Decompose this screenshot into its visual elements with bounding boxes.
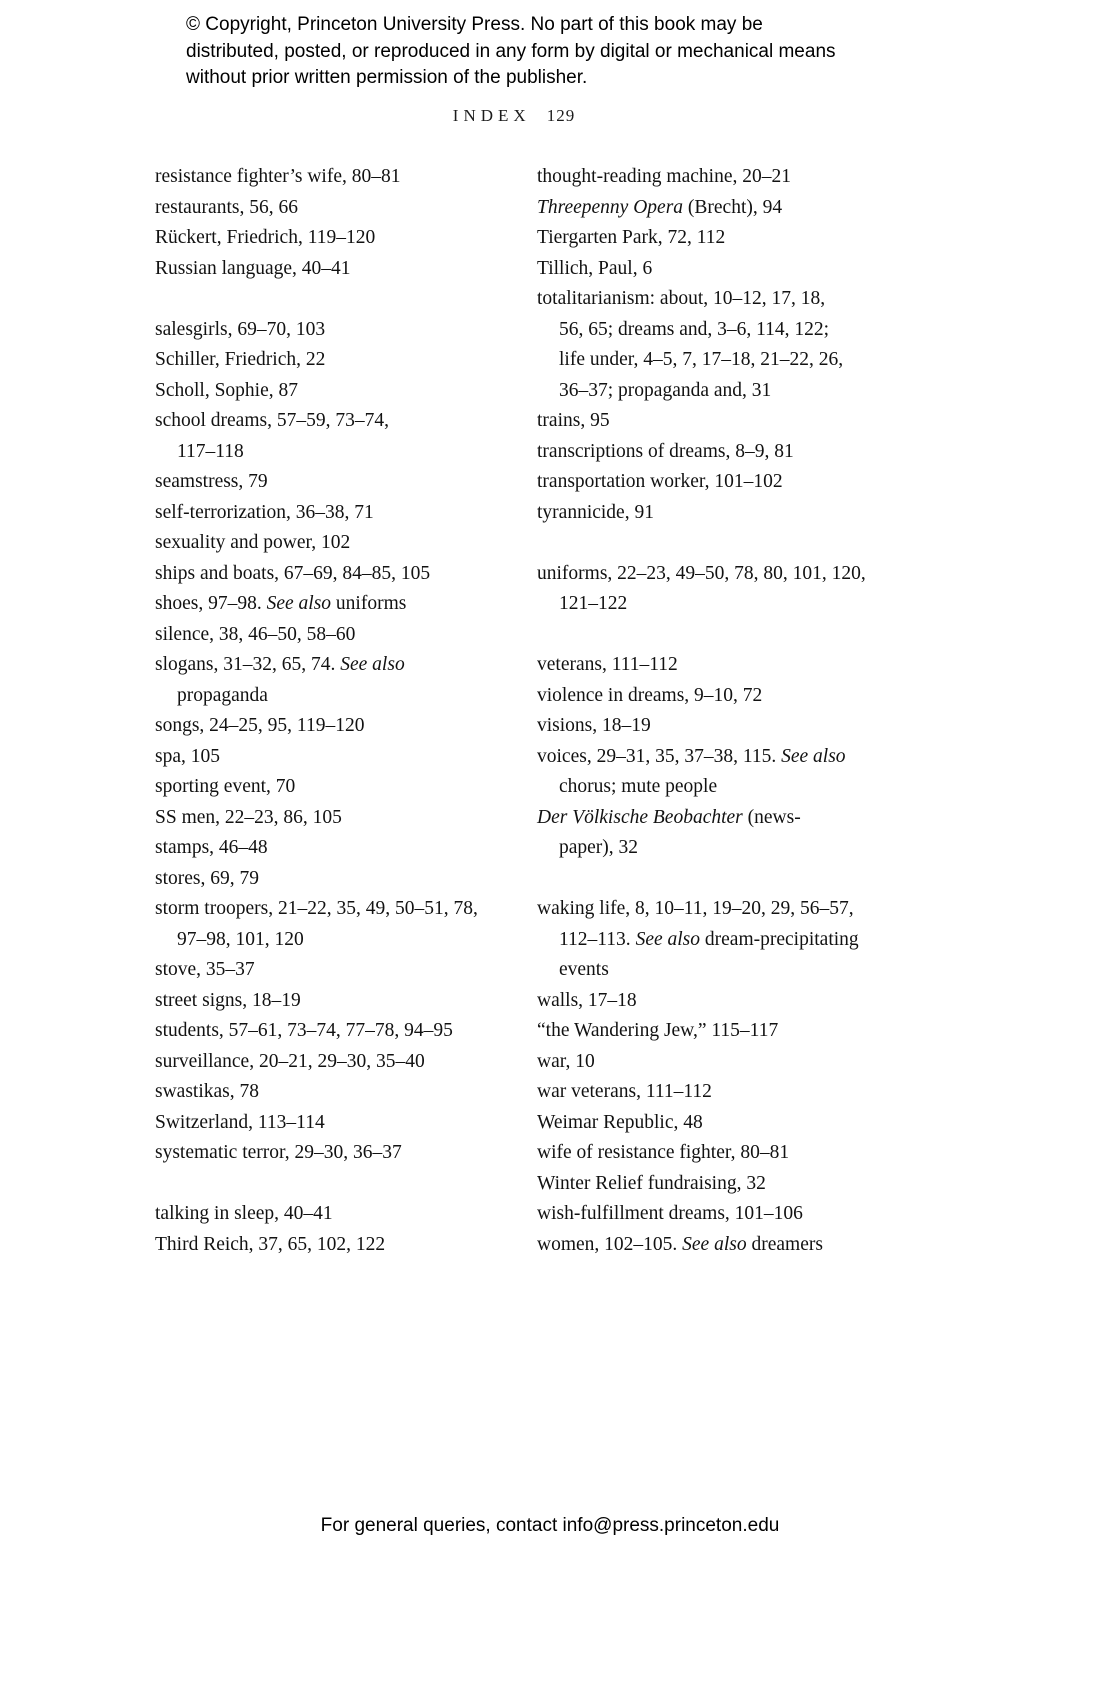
index-entry [537,1016,889,1047]
index-entry-text: dream-precipitating [700,928,859,950]
index-entry-text: Russian language, 40–41 [155,257,351,279]
index-entry [537,1077,889,1108]
index-entry [537,1047,889,1078]
index-entry-text: stove, 35–37 [155,959,255,980]
index-entry [155,406,507,467]
index-entry-text: resistance fighter’s wife, 80–81 [155,166,401,187]
index-entry [155,498,507,529]
index-entry-text: restaurants, 56, 66 [155,196,298,218]
index-entry [155,162,507,193]
index-entry-text: 112–113. [559,928,636,950]
index-entry [537,254,889,285]
index-entry [155,559,507,590]
index-entry [155,1230,507,1261]
index-entry-text: Schiller, Friedrich, 22 [155,349,326,370]
index-entry-text: surveillance, 20–21, 29–30, 35–40 [155,1050,425,1072]
index-entry [155,528,507,559]
footer-contact-line: For general queries, contact info@press.princeton.edu [320,1515,780,1536]
index-group-gap [537,528,889,559]
index-entry [537,986,889,1017]
index-entry-text: self-terrorization, 36–38, 71 [155,501,374,523]
index-entry [155,1199,507,1230]
index-entry-text: 56, 65; dreams and, 3–6, 114, 122; [559,318,830,340]
index-entry-text: walls, 17–18 [537,989,637,1011]
index-entry [537,437,889,468]
index-entry-text: Tiergarten Park, 72, 112 [537,227,726,248]
index-entry-text: events [559,959,609,980]
index-entry [537,1199,889,1230]
index-entry [537,467,889,498]
index-entry-text: violence in dreams, 9–10, 72 [537,684,763,706]
index-entry-text: street signs, 18–19 [155,989,301,1011]
index-entry-italic-text: Der Völkische Beobachter [537,806,743,828]
index-entry-text: stores, 69, 79 [155,867,259,889]
index-entry [537,711,889,742]
index-entry-text: chorus; mute people [559,776,718,797]
index-entry [155,315,507,346]
index-entry [537,284,889,406]
index-entry-text: dreamers [746,1233,823,1255]
index-entry-text: stamps, 46–48 [155,837,268,858]
index-entry-italic-text: Threepenny Opera [537,196,684,218]
index-entry [537,681,889,712]
index-entry [155,650,507,711]
index-group-gap [537,620,889,651]
index-entry-text: 117–118 [177,440,244,462]
index-entry [537,1169,889,1200]
index-entry [155,1047,507,1078]
index-entry [537,742,889,803]
index-entry [155,955,507,986]
index-entry-text: thought-reading machine, 20–21 [537,166,791,187]
index-group-gap [155,284,507,315]
index-columns [155,162,889,1260]
index-entry-text: ships and boats, 67–69, 84–85, 105 [155,562,431,584]
index-entry [155,833,507,864]
index-entry-text: tyrannicide, 91 [537,501,654,523]
index-entry [155,742,507,773]
index-entry [537,498,889,529]
index-entry-text: salesgirls, 69–70, 103 [155,318,326,340]
index-entry [537,162,889,193]
index-entry-italic-text: See also [682,1233,747,1255]
index-entry-text: wife of resistance fighter, 80–81 [537,1142,790,1163]
index-entry-text: sexuality and power, 102 [155,532,351,553]
index-entry [537,223,889,254]
index-entry [537,1138,889,1169]
index-entry-italic-text: See also [266,593,332,614]
index-entry-text: Weimar Republic, 48 [537,1111,703,1133]
index-entry-text: Winter Relief fundraising, 32 [537,1172,766,1194]
index-entry-text: seamstress, 79 [155,471,268,492]
index-entry [537,894,889,986]
index-entry-text: silence, 38, 46–50, 58–60 [155,623,356,645]
index-entry-text: life under, 4–5, 7, 17–18, 21–22, 26, [559,349,844,370]
index-entry-text: “the Wandering Jew,” 115–117 [537,1020,779,1041]
index-entry [155,620,507,651]
index-section-title: INDEX [452,106,531,125]
index-entry [155,1016,507,1047]
index-entry-text: spa, 105 [155,745,220,767]
index-entry [155,803,507,834]
index-entry-text: 36–37; propaganda and, 31 [559,379,772,401]
index-entry [155,345,507,376]
index-column-left [155,162,507,1260]
index-entry-text: songs, 24–25, 95, 119–120 [155,715,365,736]
index-column-right [537,162,889,1260]
index-entry-text: storm troopers, 21–22, 35, 49, 50–51, 78, [155,898,478,919]
index-entry [155,986,507,1017]
index-entry [155,1138,507,1169]
index-entry-text: (Brecht), 94 [683,196,783,218]
index-entry-text: totalitarianism: about, 10–12, 17, 18, [537,288,826,309]
copyright-notice: © Copyright, Princeton University Press. No part of this book may be distributed, posted, or reproduced in any form by digital or mechanical means without prior written permission of the publisher. [186,14,836,88]
index-entry-text: transportation worker, 101–102 [537,471,783,492]
index-entry-text: war, 10 [537,1050,595,1072]
index-entry [537,803,889,864]
index-entry [155,223,507,254]
index-entry-text: Tillich, Paul, 6 [537,257,653,279]
index-entry [155,1077,507,1108]
index-entry-italic-text: See also [340,654,405,675]
index-entry-text: school dreams, 57–59, 73–74, [155,410,389,431]
index-entry-text: slogans, 31–32, 65, 74. [155,654,341,675]
index-entry-text: 97–98, 101, 120 [177,928,304,950]
index-entry [155,772,507,803]
index-entry [155,467,507,498]
index-entry-italic-text: See also [781,745,846,767]
index-entry [537,1108,889,1139]
index-entry-text: paper), 32 [559,837,639,858]
index-entry-text: swastikas, 78 [155,1081,259,1102]
index-entry-text: wish-fulfillment dreams, 101–106 [537,1203,803,1224]
index-entry-text: SS men, 22–23, 86, 105 [155,806,342,828]
page-number: 129 [546,106,576,125]
index-entry [537,406,889,437]
index-entry [155,711,507,742]
index-entry-text: 121–122 [559,593,628,614]
index-entry-text: visions, 18–19 [537,715,651,736]
index-entry [537,1230,889,1261]
index-entry-text: voices, 29–31, 35, 37–38, 115. [537,745,782,767]
index-entry-text: propaganda [177,684,268,706]
index-entry-text: transcriptions of dreams, 8–9, 81 [537,440,794,462]
index-entry-text: Rückert, Friedrich, 119–120 [155,227,376,248]
index-entry-text: students, 57–61, 73–74, 77–78, 94–95 [155,1020,453,1041]
index-entry-text: waking life, 8, 10–11, 19–20, 29, 56–57, [537,898,854,919]
index-entry-text: uniforms [331,593,407,614]
index-entry-text: veterans, 111–112 [537,654,678,675]
index-entry-text: sporting event, 70 [155,776,296,797]
page-header [155,106,873,126]
index-entry-text: Third Reich, 37, 65, 102, 122 [155,1233,386,1255]
index-entry-text: women, 102–105. [537,1233,683,1255]
index-entry [155,376,507,407]
index-entry-text: war veterans, 111–112 [537,1081,712,1102]
index-entry-text: Switzerland, 113–114 [155,1111,325,1133]
index-entry-text: trains, 95 [537,410,610,431]
index-entry [537,559,889,620]
index-entry [537,193,889,224]
index-entry [155,193,507,224]
index-entry-text: (news- [742,806,801,828]
index-entry-text: systematic terror, 29–30, 36–37 [155,1142,402,1163]
index-entry-text: uniforms, 22–23, 49–50, 78, 80, 101, 120, [537,562,866,584]
index-entry [155,894,507,955]
index-entry [537,650,889,681]
index-entry-text: shoes, 97–98. [155,593,267,614]
index-entry [155,864,507,895]
index-entry-text: talking in sleep, 40–41 [155,1203,333,1224]
index-entry-italic-text: See also [635,928,701,950]
index-entry [155,254,507,285]
index-entry-text: Scholl, Sophie, 87 [155,379,299,401]
index-group-gap [537,864,889,895]
index-group-gap [155,1169,507,1200]
index-entry [155,589,507,620]
index-entry [155,1108,507,1139]
